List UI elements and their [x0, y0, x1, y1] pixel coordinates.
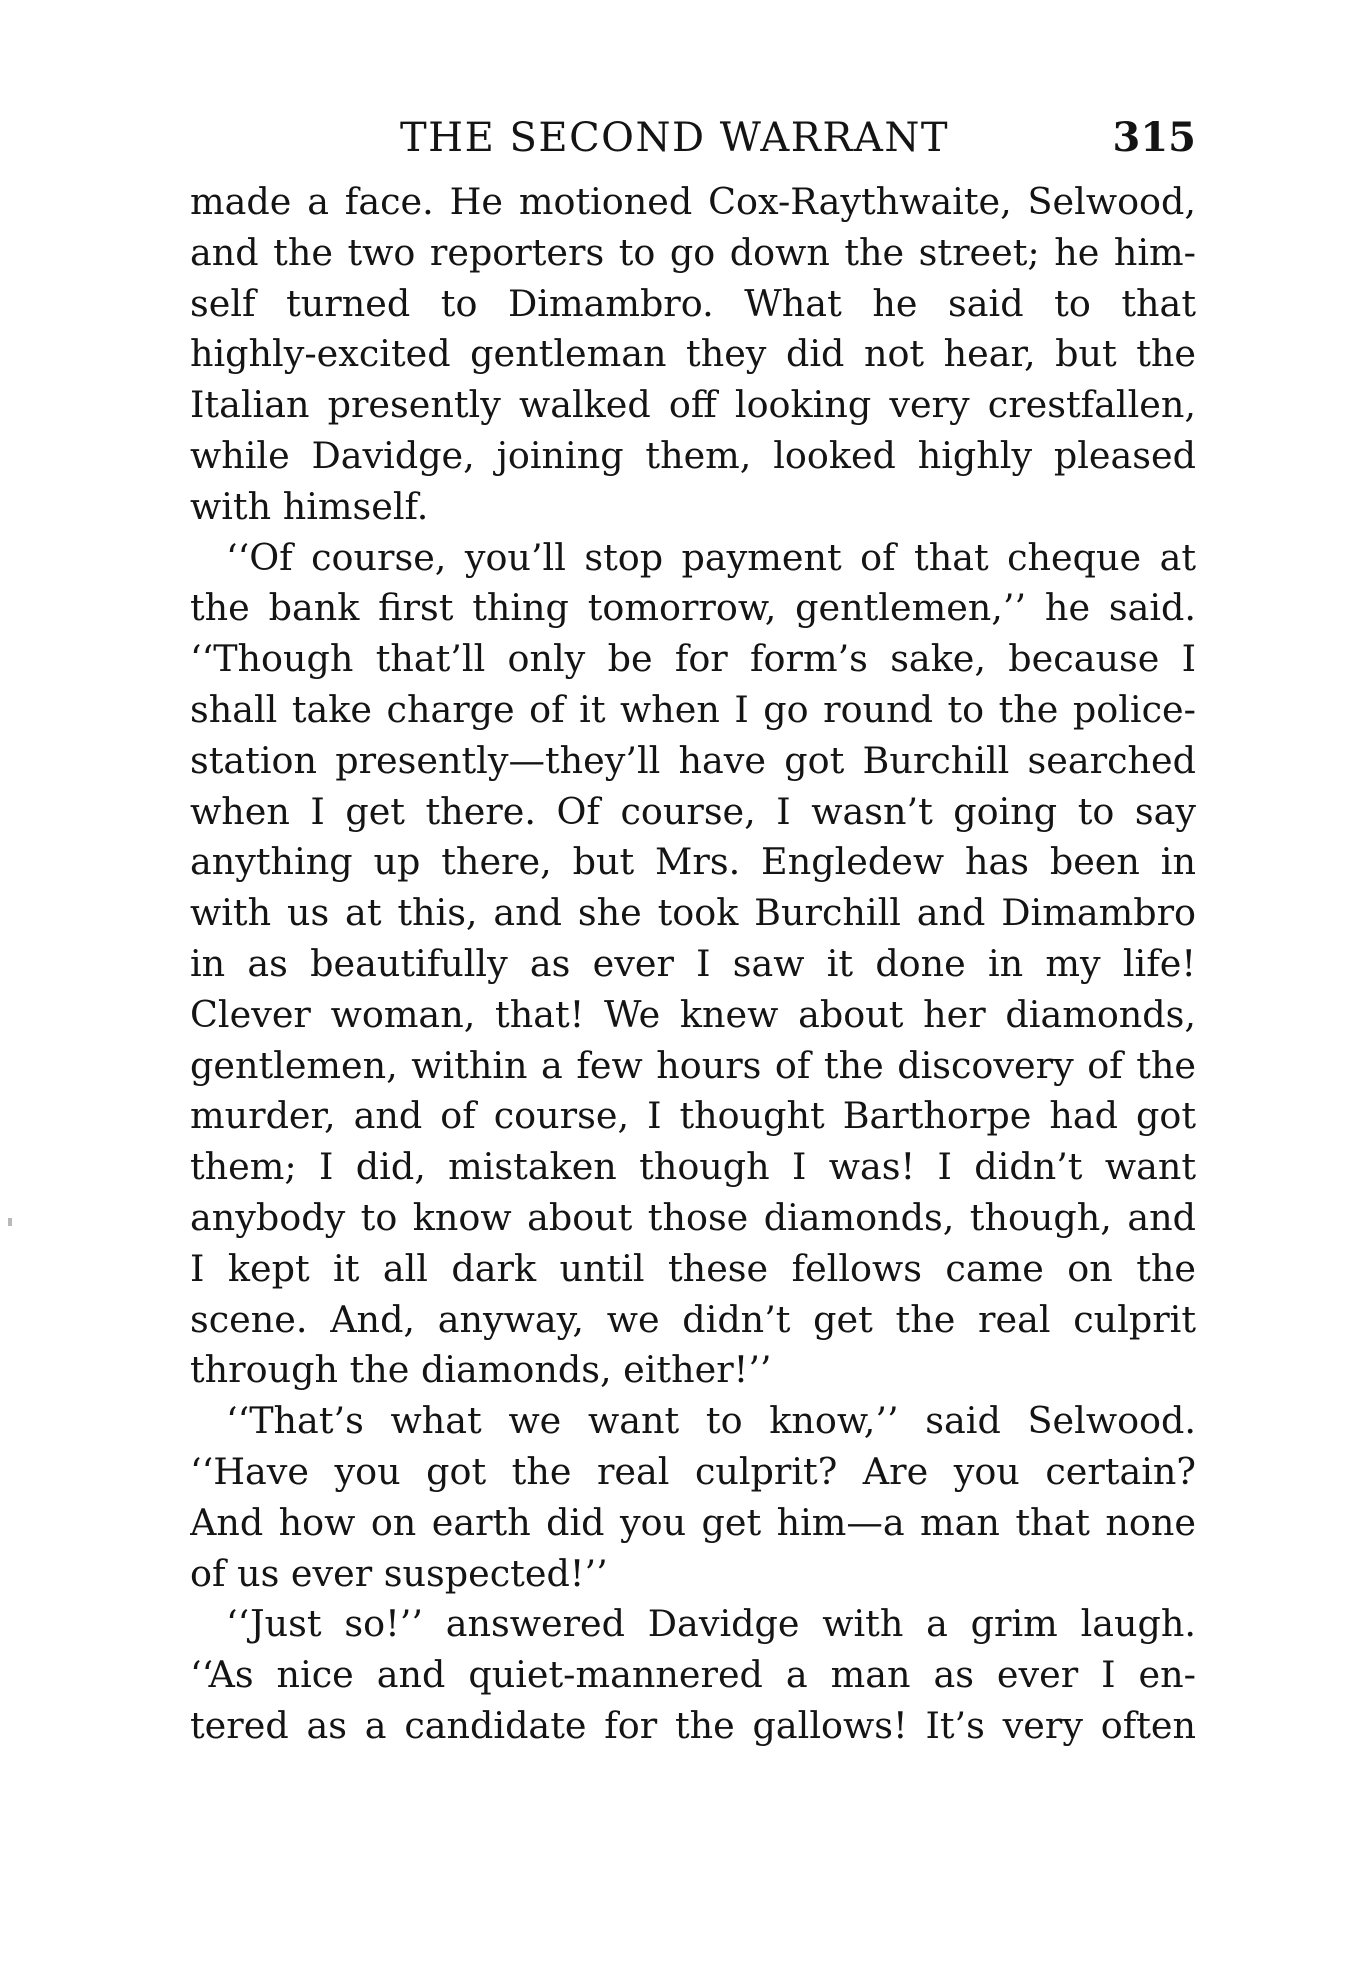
text-line: murder, and of course, I thought Barthorpe had got: [190, 1094, 1196, 1138]
text-line: of us ever suspected!’’: [190, 1551, 608, 1595]
text-line: made a face. He motioned Cox-Raythwaite, Selwood,: [190, 180, 1196, 223]
page-header: [190, 112, 1196, 164]
text-line: ‘‘Though that’ll only be for form’s sake, because I: [190, 637, 1196, 681]
text-line: anybody to know about those diamonds, though, and: [190, 1195, 1196, 1239]
text-line: self turned to Dimambro. What he said to that: [190, 281, 1196, 325]
margin-speck: [8, 1218, 12, 1226]
text-line: station presently—they’ll have got Burchill searched: [190, 738, 1196, 782]
text-line: Clever woman, that! We knew about her diamonds,: [190, 992, 1196, 1036]
text-line: ‘‘Have you got the real culprit? Are you certain?: [190, 1449, 1196, 1493]
text-line: with us at this, and she took Burchill and Dimambro: [190, 891, 1196, 935]
text-line: highly-excited gentleman they did not hear, but the: [190, 332, 1196, 376]
text-line: shall take charge of it when I go round to the police-: [190, 687, 1196, 731]
text-line: with himself.: [190, 484, 429, 528]
text-line: while Davidge, joining them, looked highly pleased: [190, 433, 1196, 477]
body-text: [190, 177, 1196, 1752]
text-line: I kept it all dark until these fellows came on the: [190, 1246, 1196, 1290]
text-line: the bank first thing tomorrow, gentlemen,’’ he said.: [190, 586, 1196, 630]
running-title: THE SECOND WARRANT: [400, 115, 950, 161]
text-line: scene. And, anyway, we didn’t get the real culprit: [190, 1297, 1196, 1341]
text-line: tered as a candidate for the gallows! It’s very often: [190, 1703, 1196, 1747]
text-line: And how on earth did you get him—a man that none: [190, 1500, 1196, 1544]
text-line: anything up there, but Mrs. Engledew has been in: [190, 840, 1196, 884]
text-line: ‘‘Of course, you’ll stop payment of that cheque at: [226, 535, 1196, 579]
text-line: in as beautifully as ever I saw it done in my life!: [190, 941, 1196, 985]
text-line: through the diamonds, either!’’: [190, 1348, 772, 1392]
text-line: when I get there. Of course, I wasn’t going to say: [190, 789, 1196, 833]
text-line: ‘‘As nice and quiet-mannered a man as ever I en-: [190, 1653, 1196, 1697]
text-line: them; I did, mistaken though I was! I didn’t want: [190, 1145, 1196, 1189]
text-line: and the two reporters to go down the street; he him-: [190, 230, 1196, 274]
text-line: gentlemen, within a few hours of the discovery of the: [190, 1043, 1196, 1087]
text-line: Italian presently walked off looking very crestfallen,: [190, 383, 1196, 427]
page-number: 315: [1112, 114, 1196, 161]
text-line: ‘‘Just so!’’ answered Davidge with a grim laugh.: [226, 1602, 1196, 1646]
text-line: ‘‘That’s what we want to know,’’ said Selwood.: [226, 1399, 1196, 1443]
